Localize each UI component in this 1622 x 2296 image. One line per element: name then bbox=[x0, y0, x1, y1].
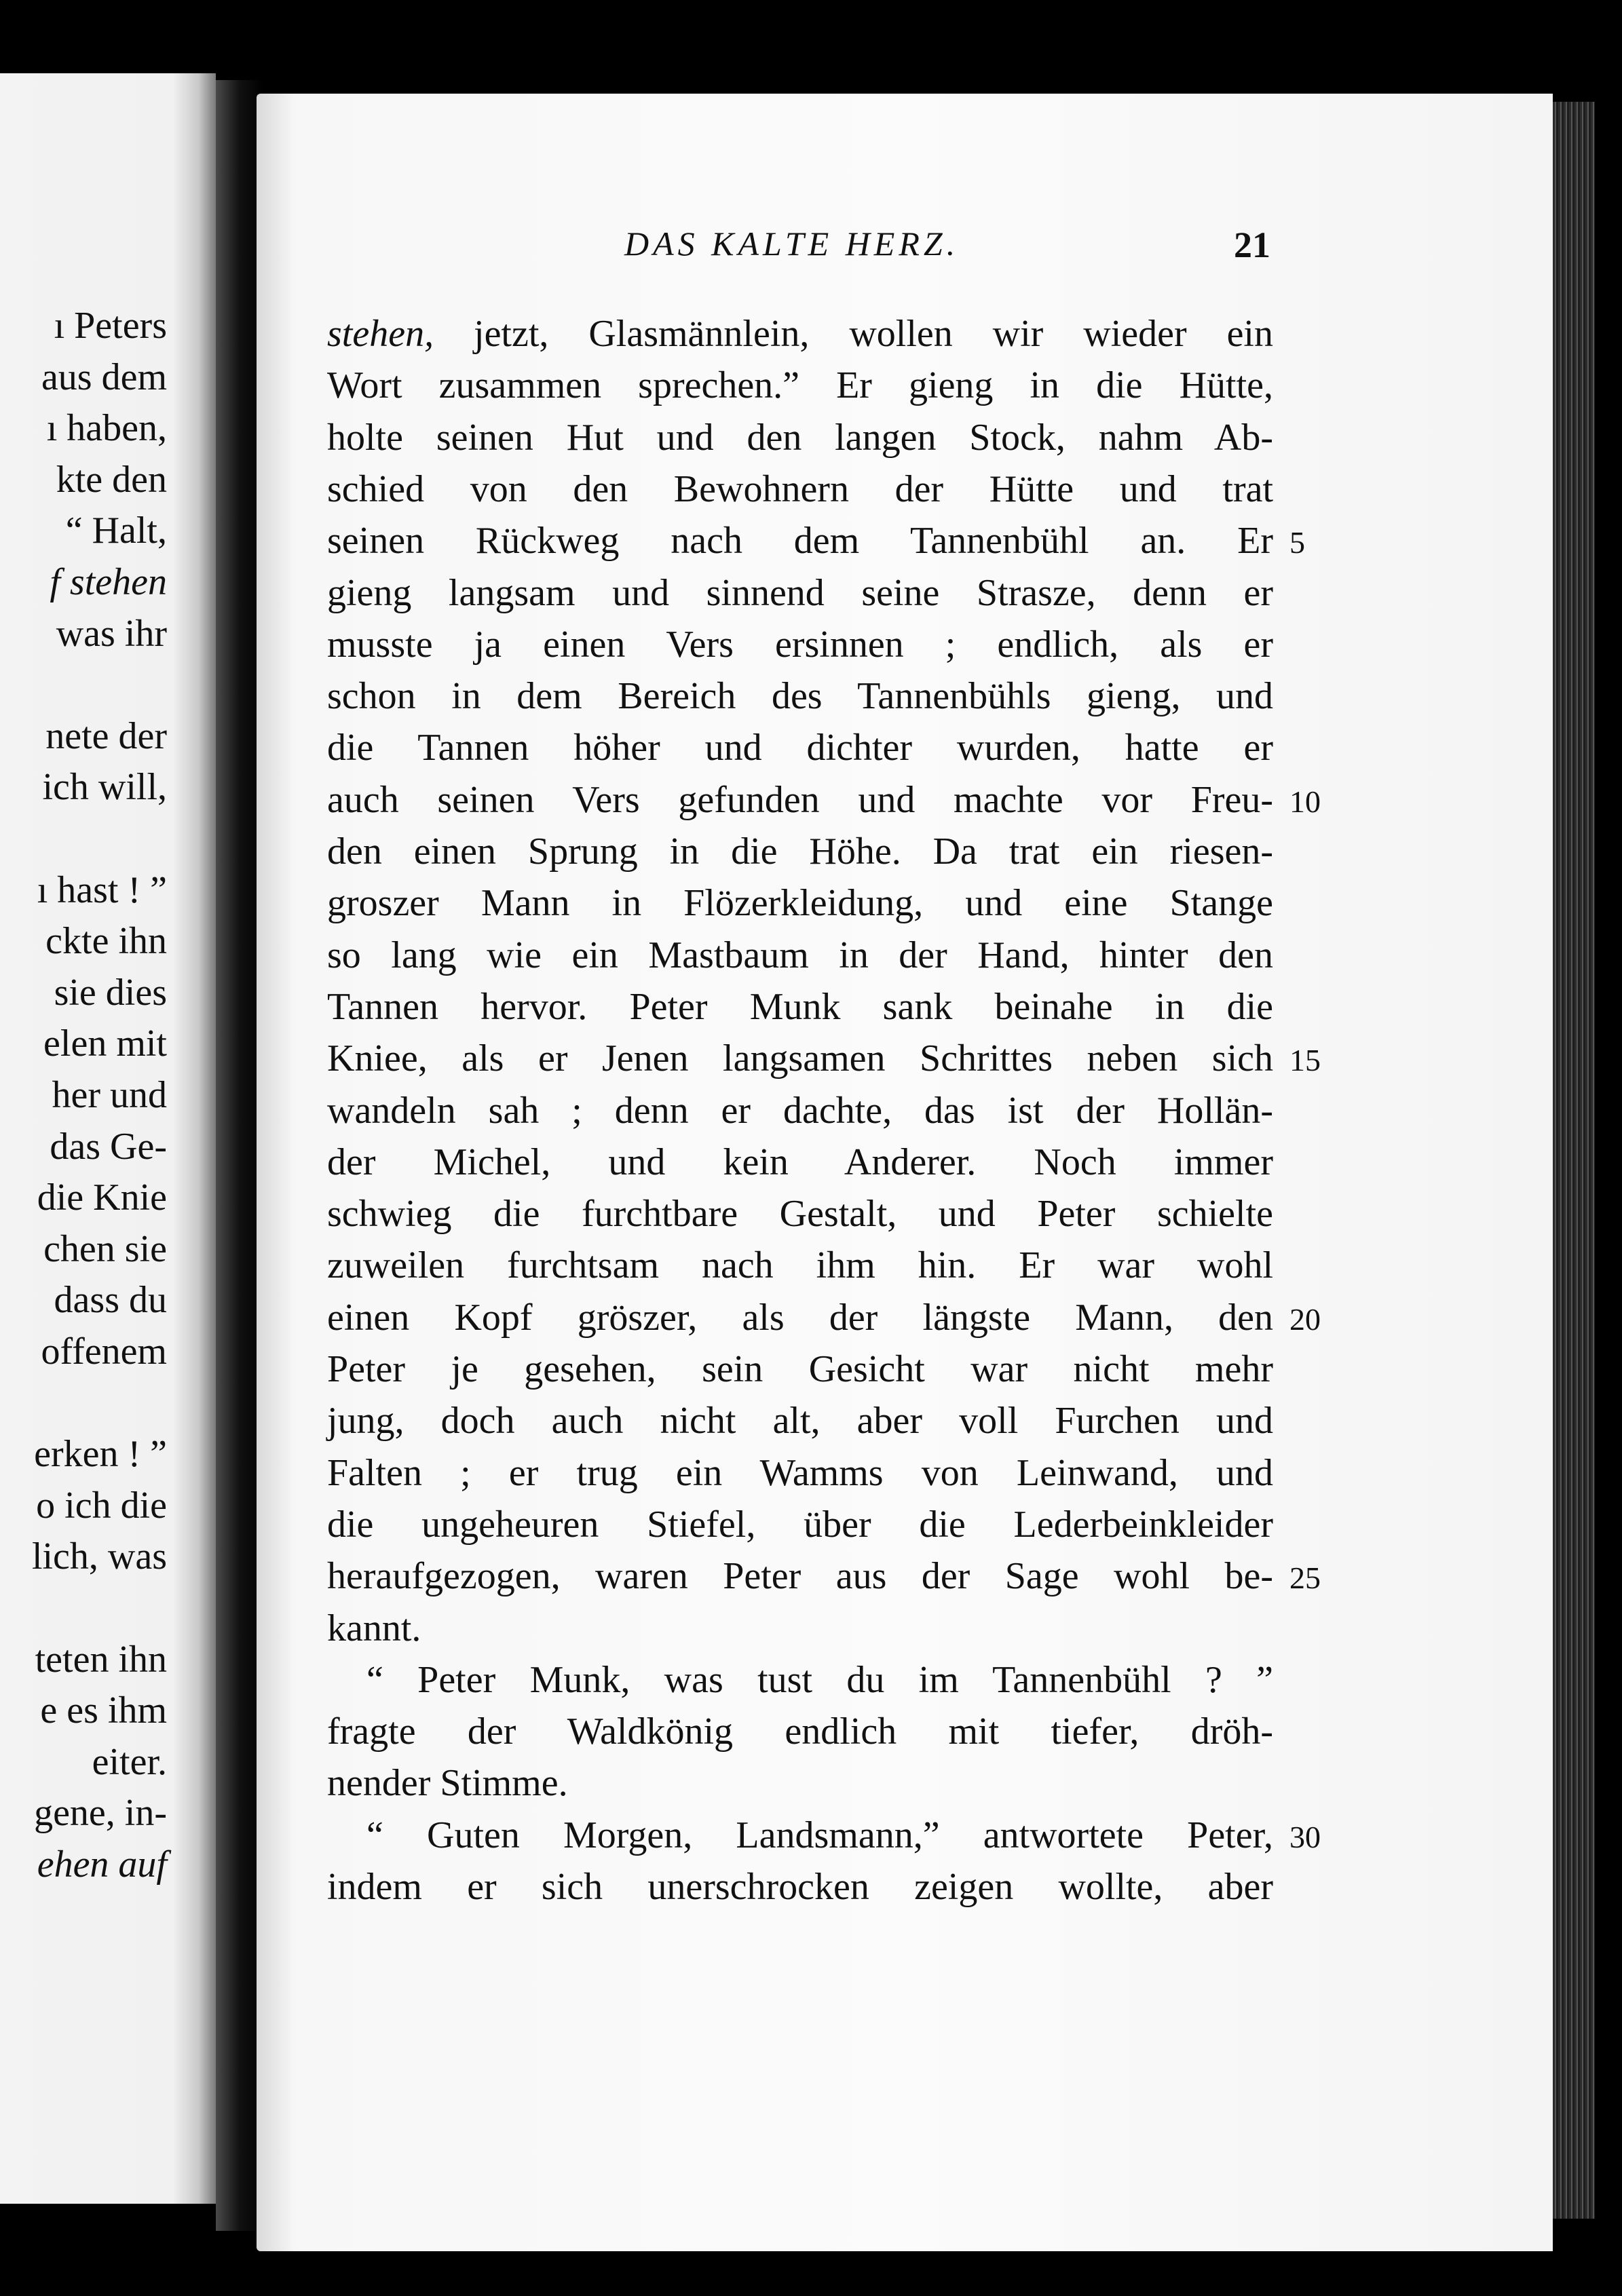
left-page-line: die Knie bbox=[37, 1176, 167, 1219]
text-line: einen Kopf gröszer, als der längste Mann, den bbox=[327, 1296, 1273, 1339]
left-page-line: “ Halt, bbox=[65, 510, 167, 552]
line-number: 15 bbox=[1289, 1043, 1321, 1078]
left-page-line: ich will, bbox=[42, 766, 167, 809]
text-line: fragte der Waldkönig endlich mit tiefer, dröh- bbox=[327, 1710, 1273, 1753]
left-page-line: erken ! ” bbox=[34, 1433, 167, 1476]
text-line: zuweilen furchtsam nach ihm hin. Er war wohl bbox=[327, 1244, 1273, 1287]
left-page-line: ı haben, bbox=[46, 407, 167, 450]
left-page-line: elen mit bbox=[43, 1022, 167, 1065]
text-line: Wort zusammen sprechen.” Er gieng in die Hütte, bbox=[327, 364, 1273, 407]
text-line: schwieg die furchtbare Gestalt, und Peter schielte bbox=[327, 1193, 1273, 1236]
text-line: kannt. bbox=[327, 1607, 421, 1649]
left-page-line: das Ge- bbox=[50, 1125, 167, 1168]
left-page-line: offenem bbox=[41, 1331, 167, 1373]
left-page-line: f stehen bbox=[50, 561, 167, 603]
text-line: schon in dem Bereich des Tannenbühls gieng, und bbox=[327, 675, 1273, 718]
text-line: so lang wie ein Mastbaum in der Hand, hinter den bbox=[327, 934, 1273, 976]
line-number: 20 bbox=[1289, 1301, 1321, 1337]
left-page-line: dass du bbox=[54, 1279, 167, 1322]
text-line: “ Peter Munk, was tust du im Tannenbühl ? ” bbox=[366, 1658, 1273, 1701]
text-line: auch seinen Vers gefunden und machte vor Freu- bbox=[327, 778, 1273, 821]
left-page-line: was ihr bbox=[56, 612, 167, 655]
text-line: wandeln sah ; denn er dachte, das ist der Hollän- bbox=[327, 1089, 1273, 1132]
text-line: holte seinen Hut und den langen Stock, nahm Ab- bbox=[327, 416, 1273, 459]
left-page-line: e es ihm bbox=[40, 1689, 167, 1732]
text-line: musste ja einen Vers ersinnen ; endlich, als er bbox=[327, 623, 1273, 666]
left-page-line: teten ihn bbox=[35, 1638, 167, 1681]
text-line: Peter je gesehen, sein Gesicht war nicht mehr bbox=[327, 1348, 1273, 1390]
line-number: 5 bbox=[1289, 525, 1305, 560]
left-page-line: eiter. bbox=[92, 1740, 167, 1783]
left-page-line: lich, was bbox=[31, 1535, 167, 1578]
left-page-line: o ich die bbox=[36, 1484, 167, 1527]
line-number: 10 bbox=[1289, 784, 1321, 819]
text-line: nender Stimme. bbox=[327, 1762, 568, 1805]
left-page-line: her und bbox=[52, 1074, 167, 1116]
line-number: 30 bbox=[1289, 1819, 1321, 1854]
text-line: heraufgezogen, waren Peter aus der Sage wohl be- bbox=[327, 1555, 1273, 1598]
left-page-line: chen sie bbox=[43, 1227, 167, 1270]
text-line: stehen, jetzt, Glasmännlein, wollen wir wieder ein bbox=[327, 313, 1273, 355]
left-page-line: nete der bbox=[45, 714, 167, 757]
text-line: der Michel, und kein Anderer. Noch immer bbox=[327, 1141, 1273, 1183]
left-page-line: ehen auf bbox=[37, 1843, 167, 1886]
left-page-line: gene, in- bbox=[34, 1792, 167, 1835]
text-line: indem er sich unerschrocken zeigen wollte, aber bbox=[327, 1866, 1273, 1908]
previous-page bbox=[0, 73, 216, 2204]
page-edges bbox=[1553, 102, 1595, 2219]
text-line: gieng langsam und sinnend seine Strasze, denn er bbox=[327, 571, 1273, 614]
left-page-line: ı hast ! ” bbox=[37, 868, 167, 911]
running-head: DAS KALTE HERZ. bbox=[624, 225, 960, 263]
text-line: Tannen hervor. Peter Munk sank beinahe in die bbox=[327, 985, 1273, 1028]
text-line: schied von den Bewohnern der Hütte und trat bbox=[327, 467, 1273, 510]
left-page-line: aus dem bbox=[41, 356, 167, 398]
text-line: jung, doch auch nicht alt, aber voll Furchen und bbox=[327, 1400, 1273, 1442]
left-page-line: kte den bbox=[56, 458, 167, 501]
text-line: seinen Rückweg nach dem Tannenbühl an. Er bbox=[327, 520, 1273, 562]
text-line: groszer Mann in Flözerkleidung, und eine Stange bbox=[327, 882, 1273, 925]
text-line: “ Guten Morgen, Landsmann,” antwortete Peter, bbox=[366, 1814, 1273, 1856]
text-line: Falten ; er trug ein Wamms von Leinwand, und bbox=[327, 1451, 1273, 1494]
left-page-line: ckte ihn bbox=[45, 920, 167, 963]
text-line: die Tannen höher und dichter wurden, hatte er bbox=[327, 727, 1273, 769]
text-line: die ungeheuren Stiefel, über die Lederbeinkleider bbox=[327, 1503, 1273, 1546]
left-page-line: ı Peters bbox=[54, 305, 167, 347]
line-number: 25 bbox=[1289, 1561, 1321, 1596]
left-page-line: sie dies bbox=[54, 971, 167, 1014]
italic-word: stehen, bbox=[327, 313, 434, 355]
text-line: Kniee, als er Jenen langsamen Schrittes neben sich bbox=[327, 1037, 1273, 1080]
text-line: den einen Sprung in die Höhe. Da trat ein riesen- bbox=[327, 830, 1273, 873]
page-number: 21 bbox=[1234, 225, 1270, 265]
